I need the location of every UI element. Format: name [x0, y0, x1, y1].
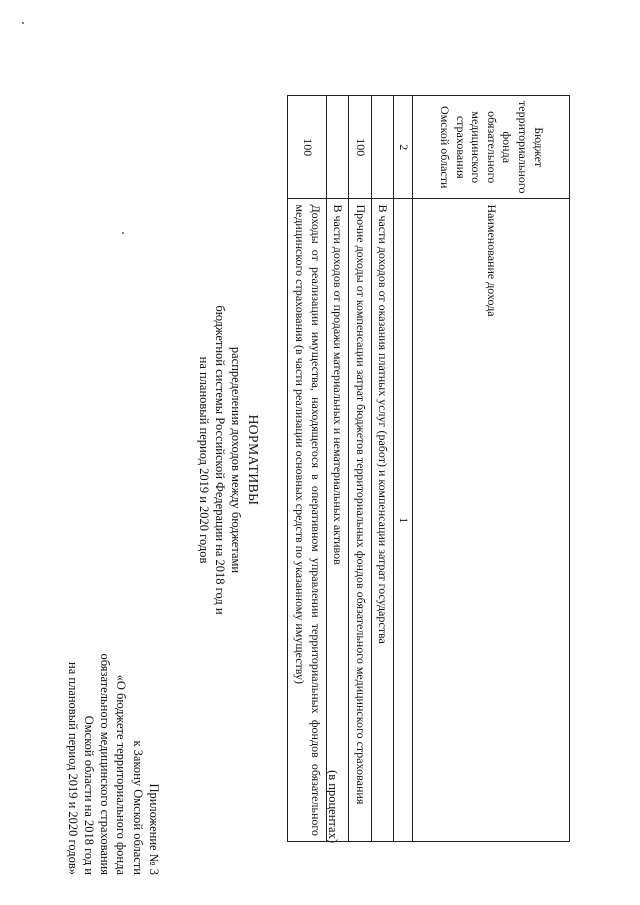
table-row [371, 96, 394, 842]
appendix-reference [65, 605, 163, 875]
title-heading: НОРМАТИВЫ [246, 414, 261, 506]
header-income-name: Наименование дохода [413, 199, 570, 842]
appendix-line: к Закону Омской области [130, 740, 145, 875]
table-row [288, 96, 326, 842]
norms-table [287, 95, 570, 842]
unit-note: (в процентах) [326, 770, 340, 843]
column-number: 1 [394, 199, 413, 842]
scan-speck [22, 22, 24, 24]
income-name-cell: Доходы от реализации имущества, находящегося в оперативном управлении территориальных фондов обязательного медицинского страхования (в части реализации основных средств по указанному имуществу) [288, 199, 326, 842]
value-cell [371, 96, 394, 199]
table-row [326, 96, 349, 842]
appendix-line: Приложение № 3 [147, 783, 161, 875]
value-cell: 100 [349, 96, 372, 199]
appendix-line: «О бюджете территориального фонда [114, 674, 129, 875]
value-cell [326, 96, 349, 199]
title-line: распределения доходов между бюджетами [229, 346, 244, 574]
title-line: бюджетной системы Российской Федерации на 2018 год и [213, 305, 228, 615]
income-name-cell: Прочие доходы от компенсации затрат бюджетов территориальных фондов обязательного медицинского страхования [349, 199, 372, 842]
value-cell: 100 [288, 96, 326, 199]
title-line: на плановый период 2019 и 2020 годов [196, 356, 211, 564]
scan-speck [122, 232, 124, 234]
header-budget: Бюджет территориального фонда обязательного медицинского страхования Омской области [413, 96, 570, 199]
appendix-line: обязательного медицинского страхования [98, 653, 113, 875]
document-title [196, 200, 262, 720]
table-header-row [413, 96, 570, 842]
income-name-cell: В части доходов от продажи материальных и нематериальных активов [326, 199, 349, 842]
income-name-cell: В части доходов от оказания платных услуг (работ) и компенсации затрат государства [371, 199, 394, 842]
column-number: 2 [394, 96, 413, 199]
appendix-line: на плановый период 2019 и 2020 годов» [65, 662, 80, 875]
table-row [349, 96, 372, 842]
appendix-line: Омской области на 2018 год и [82, 715, 96, 875]
column-number-row [394, 96, 413, 842]
